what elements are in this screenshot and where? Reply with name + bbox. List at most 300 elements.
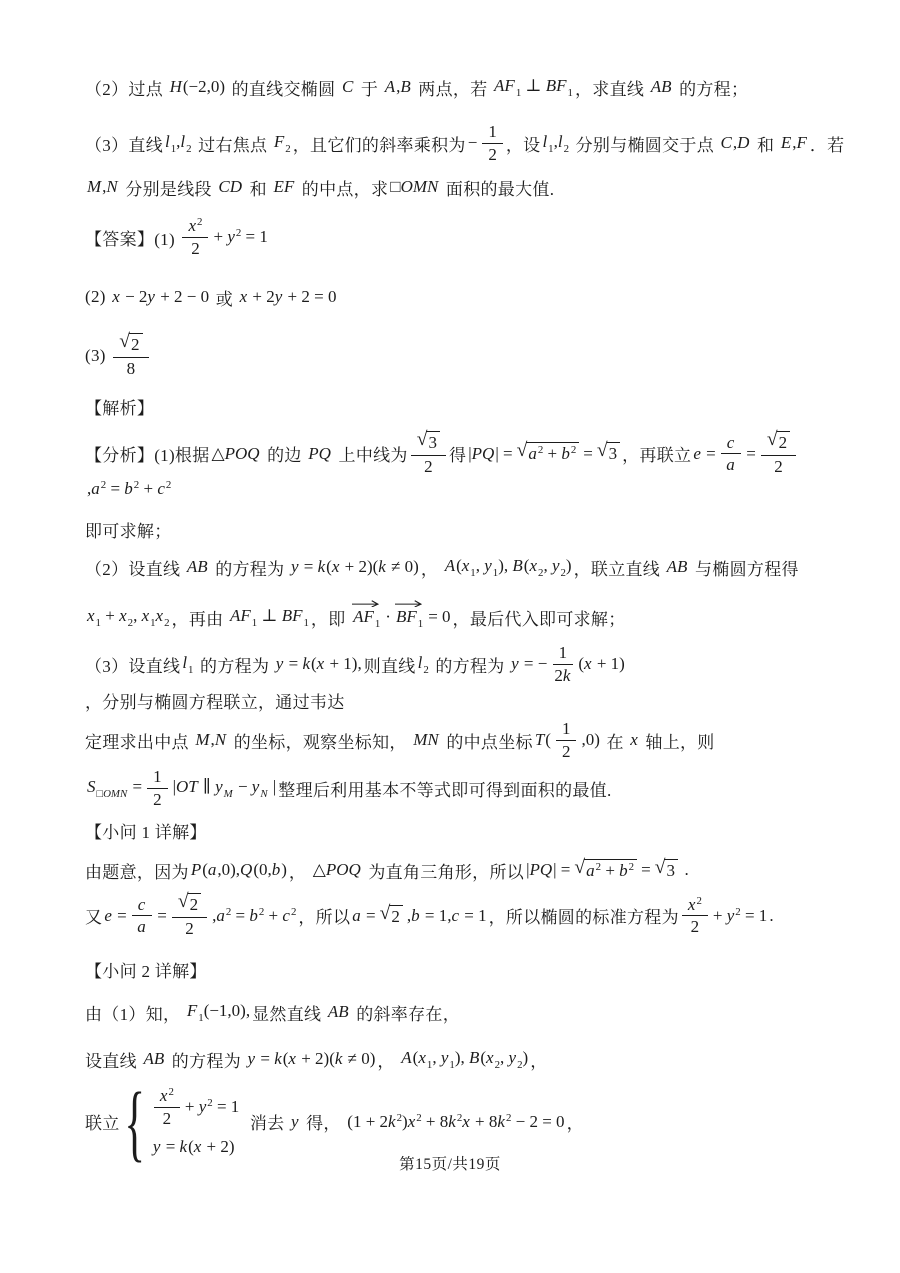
line-detail2-1 [85, 999, 852, 1025]
superscript: 2 [537, 444, 544, 457]
text-run: 的方程； [674, 79, 749, 99]
text-run: 分别与椭圆交于点 [571, 135, 719, 155]
superscript: 2 [290, 905, 297, 918]
text-run: ， [566, 1114, 584, 1134]
line-detail1-header [85, 817, 852, 843]
math-run: $S_{□OMN}$ = [87, 776, 143, 800]
math-run: (x + 1) [578, 654, 625, 674]
text-run: 的坐标，观察坐标知， [229, 732, 412, 752]
radical [574, 859, 637, 881]
left-brace-icon: { [123, 1073, 145, 1170]
math-run: C [341, 77, 354, 96]
fraction [147, 767, 168, 809]
radical [655, 859, 678, 881]
math-run: ,0) [581, 730, 600, 750]
math-run: 2 [774, 456, 783, 476]
subscript: 2 [494, 1058, 501, 1071]
subscript: □OMN [96, 787, 128, 800]
math-run: AB [143, 1049, 165, 1069]
text-run: 两点，若 [413, 79, 493, 99]
subscript: N [260, 787, 268, 800]
text-run: ，再由 [171, 609, 228, 629]
line-detail1-1 [85, 857, 852, 883]
numerator [132, 895, 153, 917]
numerator [721, 433, 742, 455]
vector-overline [396, 607, 423, 630]
denominator [189, 238, 202, 259]
radicand: 3 [426, 431, 440, 453]
fraction [113, 333, 148, 378]
subscript: 2 [164, 616, 170, 629]
math-run: EF [273, 177, 295, 197]
subscript: 1 [417, 617, 424, 630]
line-detail2-header [85, 956, 852, 982]
math-run: 2 [153, 789, 162, 809]
text-run: （3）直线 [85, 135, 163, 155]
subscript: 1 [567, 86, 573, 99]
superscript: 2 [696, 894, 702, 907]
numerator [553, 643, 574, 665]
math-run: y = k(x + 1), [275, 654, 362, 674]
subscript: 2 [517, 1058, 523, 1071]
text-run: 定理求出中点 [85, 732, 194, 752]
math-run: x [630, 730, 638, 750]
superscript: 2 [570, 444, 577, 457]
numerator [113, 333, 148, 357]
radical-sign: √ [379, 902, 391, 924]
radical-sign: √ [416, 429, 428, 451]
radicand: 3 [664, 859, 678, 881]
math-run: 1 [561, 719, 571, 739]
math-run: $A(x_1$, $y_1$), $B(x_2$, $y_2$) [401, 1047, 529, 1071]
superscript: 2 [225, 905, 232, 918]
subscript: 1 [150, 616, 156, 629]
vector-body: $BF_1$ [395, 606, 424, 630]
math-run: $F_1(-1,0)$, [186, 1000, 251, 1024]
math-run: 2 [162, 1108, 172, 1128]
math-run: △POQ [211, 443, 260, 463]
denominator [724, 454, 738, 475]
text-run: ，最后代入即可求解； [452, 609, 626, 629]
numerator [761, 431, 796, 455]
subscript: 1 [170, 142, 177, 155]
line-analysis-part1 [85, 431, 852, 499]
math-run: T( [534, 730, 551, 750]
superscript: 2 [207, 1097, 213, 1110]
text-run: （2）设直线 [85, 559, 185, 579]
math-run: H(−2,0) [169, 77, 226, 96]
math-run: 1 [153, 767, 162, 787]
text-run: （3）设直线 [85, 656, 181, 676]
math-run: y = k(x + 2) [152, 1137, 235, 1157]
text-run: 和 [245, 179, 272, 199]
subscript: 1 [449, 1058, 455, 1071]
math-run: $,a^2 = b^2 + c^2$ [87, 479, 172, 499]
text-run: ， [420, 559, 443, 579]
vector-overline [353, 607, 380, 630]
math-run: 2k [554, 665, 571, 685]
denominator [151, 789, 164, 810]
text-run: ，且它们的斜率乘积为 [292, 135, 466, 155]
numerator [147, 767, 168, 789]
text-run: 整理后利用基本不等式即可得到面积的最值. [278, 780, 612, 800]
math-run: △POQ [312, 860, 361, 880]
radical [767, 431, 790, 453]
line-analysis-part3-3 [85, 767, 852, 809]
line-analysis-part1-end [85, 516, 852, 542]
subscript: 2 [285, 142, 291, 155]
math-run: y [291, 1111, 299, 1131]
text-run: 与椭圆方程得 [690, 559, 799, 579]
superscript: 2 [197, 216, 203, 229]
math-run: e = [693, 443, 716, 463]
math-run: PQ [308, 443, 331, 463]
denominator [135, 916, 149, 937]
superscript: 2 [735, 905, 741, 918]
text-run: . [769, 905, 774, 925]
text-run: 为直角三角形，所以 [363, 862, 525, 882]
line-question-part3-1 [85, 122, 852, 164]
cases-rows [151, 1086, 241, 1157]
math-run: 1 [558, 643, 568, 663]
text-run: . [679, 860, 690, 880]
math-run: = [157, 905, 167, 925]
math-run: $AF_1$ ⊥ $BF_1$ [494, 75, 573, 99]
math-run: $x_1 + x_2$, $x_1x_2$ [87, 605, 170, 629]
numerator [411, 431, 446, 455]
denominator [552, 665, 573, 686]
subscript: 1 [188, 663, 194, 676]
radicand: 3 [607, 442, 621, 464]
fraction [556, 719, 577, 761]
text-run: 的中点，求 [297, 179, 389, 199]
fraction [154, 1086, 180, 1128]
fraction [411, 431, 446, 476]
math-run: AB [327, 1002, 349, 1022]
text-run: 的方程为 [430, 656, 510, 676]
superscript: 2 [456, 1111, 463, 1124]
text-run: 【小问 2 详解】 [85, 961, 207, 981]
fraction [682, 895, 708, 937]
text-run: ，设 [505, 135, 541, 155]
math-run: 8 [126, 358, 136, 378]
text-run: 显然直线 [252, 1004, 326, 1024]
superscript: 2 [416, 1111, 422, 1124]
math-run: A,B [384, 77, 411, 96]
text-run: 或 [211, 289, 238, 309]
radical [119, 333, 142, 355]
math-run: P(a,0),Q(0,b) [190, 860, 287, 880]
denominator [772, 456, 785, 477]
text-run: 【解析】 [85, 398, 155, 418]
radical [417, 431, 440, 453]
line-answer-part1 [85, 216, 852, 258]
line-analysis-part2-2 [85, 604, 852, 630]
superscript: 2 [133, 479, 140, 492]
text-run: ，分别与椭圆方程联立，通过韦达 [85, 693, 345, 713]
superscript: 2 [165, 479, 172, 492]
vector-arrow-icon [395, 599, 422, 607]
math-run: $l_1,l_2$ [542, 131, 570, 155]
text-run: 的中点坐标 [441, 732, 533, 752]
numerator [482, 122, 503, 144]
superscript: 2 [168, 1086, 174, 1099]
math-run: E,F [780, 133, 807, 153]
numerator [172, 893, 207, 917]
superscript: 2 [396, 1111, 403, 1124]
page-footer: 第15页/共19页 [399, 1156, 501, 1173]
text-run: 联立 [85, 1114, 120, 1134]
line-analysis-part3-1 [85, 643, 852, 713]
denominator [689, 916, 702, 937]
text-run: 由（1）知， [85, 1004, 185, 1024]
radical-sign: √ [766, 429, 778, 451]
math-run: □OMN [390, 177, 439, 197]
cases-group [123, 1073, 242, 1170]
text-run: ，联立直线 [573, 559, 665, 579]
superscript: 2 [628, 861, 635, 874]
text-run: ， [377, 1051, 400, 1071]
math-run: y = − [511, 654, 548, 674]
subscript: 2 [563, 142, 570, 155]
math-run: a [726, 455, 735, 475]
denominator [486, 144, 499, 165]
text-run: 得， [301, 1114, 346, 1134]
text-run: 于 [356, 79, 383, 99]
text-run: 的方程为 [167, 1051, 246, 1071]
line-answer-part2 [85, 284, 852, 310]
math-run: |PQ| = [468, 443, 513, 463]
text-run: 又 [85, 908, 103, 928]
denominator [183, 918, 196, 939]
radical-sign: √ [654, 857, 666, 879]
math-run: CD [218, 177, 243, 197]
text-run: 在 [601, 732, 629, 752]
radical [517, 442, 580, 464]
text-run: 则直线 [363, 656, 416, 676]
text-run: 的方程为 [210, 559, 289, 579]
radical-sign: √ [119, 331, 131, 353]
text-run: 设直线 [85, 1051, 142, 1071]
text-run: 的方程为 [195, 656, 274, 676]
text-run: ，所以 [298, 908, 351, 928]
fraction [721, 433, 742, 475]
math-run: x + 2y + 2 = 0 [239, 287, 337, 307]
math-run: AB [666, 557, 688, 577]
text-run: 的边 [262, 446, 307, 466]
superscript: 2 [100, 479, 107, 492]
subscript: 2 [423, 663, 429, 676]
math-run: a [137, 917, 146, 937]
math-run: + $y^2 = 1$ [213, 227, 268, 247]
radical-sign: √ [596, 440, 608, 462]
math-run: = 0 [428, 607, 451, 627]
fraction [172, 893, 207, 938]
line-analysis-header [85, 393, 852, 419]
superscript: 2 [505, 1111, 512, 1124]
fraction [132, 895, 153, 937]
denominator [161, 1108, 174, 1129]
radicand: 2 [389, 905, 403, 927]
text-run: 的斜率存在， [351, 1004, 461, 1024]
subscript: 1 [515, 86, 522, 99]
radicand: 2 [129, 333, 143, 355]
superscript: 2 [235, 227, 242, 240]
fraction [182, 216, 208, 258]
denominator [422, 456, 435, 477]
subscript: 1 [251, 616, 258, 629]
line-analysis-part2-1 [85, 554, 852, 580]
subscript: 1 [303, 616, 309, 629]
math-run: y = k(x + 2)(k ≠ 0) [247, 1049, 376, 1069]
math-run: c [137, 894, 146, 914]
subscript: 1 [374, 617, 381, 630]
math-run: MN [413, 730, 439, 750]
line-detail2-2 [85, 1046, 852, 1072]
radical [178, 893, 201, 915]
math-run: M,N [195, 730, 227, 750]
text-run: 【答案】(1) [85, 229, 180, 249]
text-run: 由题意，因为 [85, 862, 189, 882]
text-run: ， [530, 1051, 548, 1071]
math-run: 2 [185, 918, 194, 938]
math-run: = [641, 860, 651, 880]
subscript: 1 [492, 566, 499, 579]
fraction [761, 431, 796, 476]
text-run: （2）过点 [85, 79, 168, 99]
math-run: $x^2$ [188, 216, 203, 236]
math-run: e = [104, 905, 127, 925]
text-run: ， [288, 862, 311, 882]
math-run: $AF_1$ ⊥ $BF_1$ [229, 605, 309, 629]
math-run: $A(x_1$, $y_1$), $B(x_2$, $y_2$) [444, 555, 572, 579]
math-run: c [726, 432, 735, 452]
subscript: M [223, 787, 233, 800]
radicand: 2 [188, 893, 202, 915]
math-run: C,D [720, 133, 750, 153]
math-run: · [385, 607, 391, 627]
text-run: 轴上，则 [640, 732, 715, 752]
text-run: 过右焦点 [193, 135, 272, 155]
text-run: 分别是线段 [120, 179, 217, 199]
math-run: 2 [690, 917, 700, 937]
vector-arrow-icon [352, 599, 379, 607]
math-run: 1 [488, 122, 497, 141]
math-run: $x^2$ [159, 1086, 174, 1106]
math-run: + $y^2 = 1$ [184, 1097, 240, 1117]
text-run: 消去 [245, 1114, 290, 1134]
math-run: M,N [87, 177, 118, 197]
cases-row [151, 1086, 241, 1128]
math-run: = [746, 443, 756, 463]
text-run: 得 [448, 446, 467, 466]
radical-sign: √ [177, 891, 189, 913]
subscript: 2 [186, 142, 192, 155]
numerator [182, 216, 208, 238]
radicand: $a^2 + b^2$ [526, 442, 579, 464]
math-run: $,a^2 = b^2 + c^2$ [212, 905, 297, 925]
text-run: ，即 [310, 609, 351, 629]
numerator [556, 719, 577, 741]
math-run: $l_2$ [417, 652, 429, 676]
math-run: $l_1$ [182, 652, 194, 676]
text-run: 即可求解； [85, 521, 172, 541]
text-run: 面积的最大值. [441, 179, 555, 199]
radicand: $a^2 + b^2$ [584, 859, 637, 881]
math-run: y = k(x + 2)(k ≠ 0) [290, 557, 419, 577]
line-detail1-2 [85, 893, 852, 938]
math-run: AB [186, 557, 208, 577]
radical [597, 442, 620, 464]
radical [379, 902, 403, 927]
line-question-part3-2 [85, 174, 852, 200]
math-run: − [467, 133, 478, 153]
text-run: (2) [85, 287, 111, 307]
superscript: 2 [258, 905, 265, 918]
denominator [560, 741, 573, 762]
math-run: $x^2$ [687, 894, 702, 914]
subscript: 1 [426, 1058, 433, 1071]
text-run: ，求直线 [574, 79, 649, 99]
math-run: $l_1,l_2$ [165, 131, 192, 155]
subscript: 2 [538, 566, 544, 579]
text-run: ，所以椭圆的标准方程为 [488, 908, 679, 928]
numerator [154, 1086, 180, 1108]
text-run: (3) [85, 345, 111, 365]
superscript: 2 [595, 861, 602, 874]
numerator [682, 895, 708, 917]
math-run: 2 [424, 456, 433, 476]
math-run: a = [352, 905, 376, 925]
radical-sign: √ [574, 857, 586, 879]
fraction [482, 122, 503, 164]
radical-sign: √ [516, 440, 528, 462]
fraction [552, 643, 573, 685]
vector-body: $AF_1$ [353, 606, 381, 630]
math-run: $F_2$ [273, 131, 291, 155]
subscript: 1 [95, 616, 101, 629]
text-run: 的直线交椭圆 [227, 79, 340, 99]
math-run: x − 2y + 2 − 0 [112, 287, 210, 307]
line-analysis-part3-2 [85, 719, 852, 761]
math-run: |PQ| = [526, 860, 571, 880]
subscript: 1 [198, 1011, 204, 1024]
math-run: 2 [488, 144, 497, 164]
subscript: 2 [560, 566, 566, 579]
math-run: |OT ∥ $y_M - y_N$ | [172, 776, 277, 800]
math-run: + $y^2 = 1$ [712, 905, 768, 925]
math-run: AB [650, 77, 672, 96]
math-run: 2 [191, 238, 200, 258]
text-run: 【分析】(1)根据 [85, 446, 210, 466]
subscript: 2 [127, 616, 134, 629]
line-question-part2 [85, 74, 852, 100]
math-run: 2 [561, 741, 571, 761]
math-run: = [583, 443, 593, 463]
math-run: $(1 + 2k^2)x^2 + 8k^2x + 8k^2 - 2 = 0$ [347, 1111, 565, 1131]
radicand: 2 [777, 431, 791, 453]
denominator [125, 358, 138, 379]
text-run: ，再联立 [622, 446, 692, 466]
text-run: 【小问 1 详解】 [85, 822, 207, 842]
math-run: ,b = 1,c = 1 [406, 905, 487, 925]
line-answer-part3 [85, 333, 852, 378]
subscript: 1 [470, 566, 476, 579]
text-run: 和 [752, 135, 779, 155]
text-run: ．若 [809, 135, 845, 155]
subscript: 1 [548, 142, 554, 155]
text-run: 上中线为 [333, 446, 408, 466]
